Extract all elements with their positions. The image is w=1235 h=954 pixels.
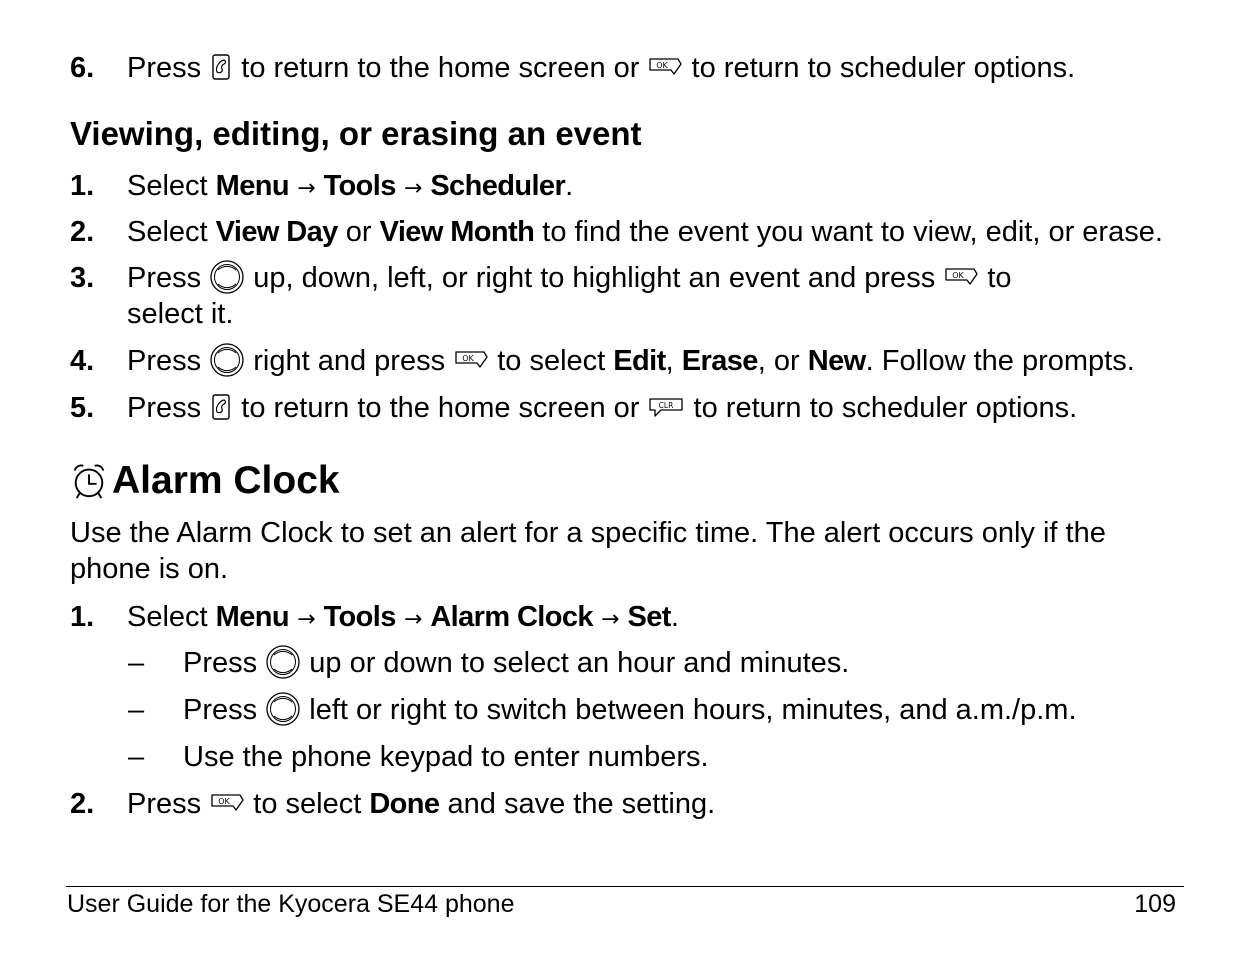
end-key-icon <box>209 53 233 81</box>
ok-key-icon <box>209 792 245 814</box>
nav-key-icon <box>209 342 245 378</box>
section-heading-viewing: Viewing, editing, or erasing an event <box>70 115 642 152</box>
arrow-icon: → <box>403 607 423 632</box>
step-text: Press to return to the home screen or to return to scheduler options. <box>127 52 1076 84</box>
menu-term: Done <box>369 788 440 820</box>
step-text: Press right and press to select Edit, Erase, or New. Follow the prompts. <box>127 343 1135 380</box>
step-number: 1. <box>70 170 95 202</box>
sub-item-text: Press up or down to select an hour and minutes. <box>183 645 849 682</box>
arrow-icon: → <box>403 176 423 201</box>
ok-key-icon <box>943 266 979 288</box>
menu-term: Tools <box>323 170 396 202</box>
sub-item-text: Press left or right to switch between hours, minutes, and a.m./p.m. <box>183 692 1077 729</box>
end-key-icon <box>209 393 233 421</box>
menu-term: Set <box>627 601 671 633</box>
step-text: Press up, down, left, or right to highlight an event and press to <box>127 260 1012 297</box>
dash-bullet: – <box>128 694 145 726</box>
nav-key-icon <box>265 644 301 680</box>
step-number: 3. <box>70 262 95 294</box>
step-text-continued: select it. <box>127 298 234 330</box>
alarm-intro: Use the Alarm Clock to set an alert for a specific time. The alert occurs only if the phone is on. <box>70 517 1106 585</box>
step-text: Select View Day or View Month to find the event you want to view, edit, or erase. <box>127 216 1163 248</box>
step-number: 2. <box>70 788 95 820</box>
ok-key-icon <box>453 349 489 371</box>
menu-term: Menu <box>215 170 289 202</box>
sub-item-text: Use the phone keypad to enter numbers. <box>183 741 709 773</box>
menu-term: Edit <box>613 345 666 377</box>
nav-key-icon <box>265 691 301 727</box>
step-number: 6. <box>70 52 95 84</box>
step-text: Select Menu → Tools → Alarm Clock → Set. <box>127 601 679 633</box>
alarm-clock-icon <box>70 462 108 500</box>
footer-divider <box>66 886 1184 887</box>
step-number: 2. <box>70 216 95 248</box>
step-number: 5. <box>70 392 95 424</box>
menu-term: Scheduler <box>430 170 566 202</box>
step-number: 1. <box>70 601 95 633</box>
menu-term: View Month <box>379 216 535 248</box>
footer-title: User Guide for the Kyocera SE44 phone <box>67 890 515 918</box>
step-number: 4. <box>70 345 95 377</box>
ok-key-icon <box>647 56 683 78</box>
nav-key-icon <box>209 259 245 295</box>
menu-term: Alarm Clock <box>430 601 593 633</box>
menu-term: Erase <box>681 345 758 377</box>
arrow-icon: → <box>297 176 316 201</box>
dash-bullet: – <box>128 741 145 773</box>
dash-bullet: – <box>128 647 145 679</box>
clr-key-icon <box>647 395 685 419</box>
arrow-icon: → <box>297 607 316 632</box>
menu-term: Menu <box>215 601 289 633</box>
step-text: Press to select Done and save the setting. <box>127 788 716 820</box>
arrow-icon: → <box>601 607 620 632</box>
section-heading-alarm: Alarm Clock <box>70 458 340 504</box>
menu-term: Tools <box>323 601 396 633</box>
menu-term: New <box>807 345 866 377</box>
step-text: Press to return to the home screen or to return to scheduler options. <box>127 392 1078 424</box>
step-text: Select Menu → Tools → Scheduler. <box>127 170 574 202</box>
page-number: 109 <box>1134 890 1176 918</box>
menu-term: View Day <box>215 216 338 248</box>
